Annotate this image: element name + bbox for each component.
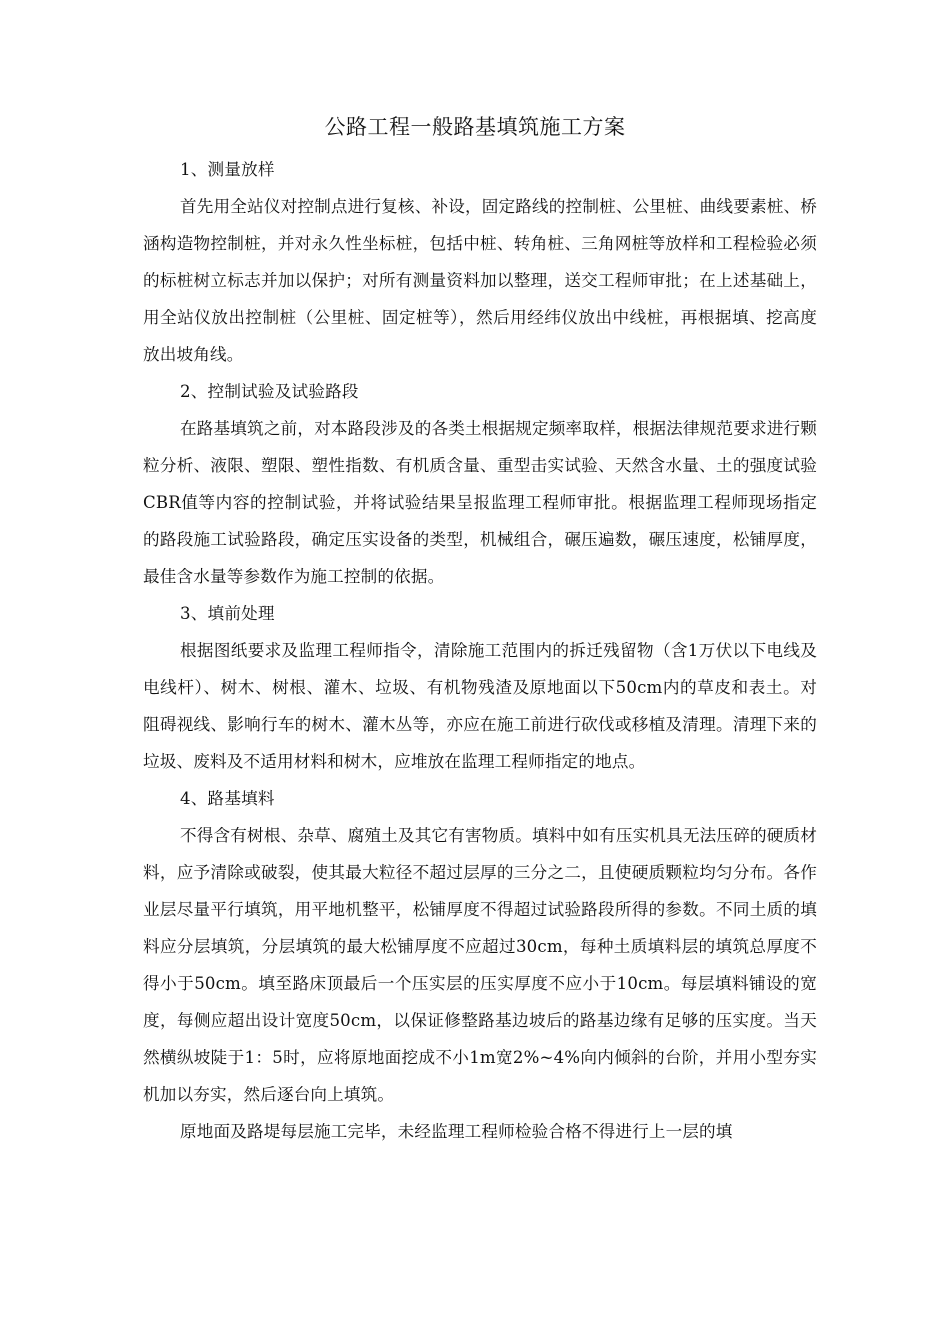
section-4-paragraph-2: 原地面及路堤每层施工完毕，未经监理工程师检验合格不得进行上一层的填 xyxy=(180,1122,733,1141)
section-4-paragraph-1: 不得含有树根、杂草、腐殖土及其它有害物质。填料中如有压实机具无法压碎的硬质材料，应予清除或破裂，使其最大粒径不超过层厚的三分之二，且使硬质颗粒均匀分布。各作业层尽量平行填筑，用平地机整平，松铺厚度不得超过试验路段所得的参数。不同土质的填料应分层填筑，分层填筑的最大松铺厚度不应超过30cm，每种土质填料层的填筑总厚度不得小于50cm。填至路床顶最后一个压实层的压实厚度不应小于10cm。每层填料铺设的宽度，每侧应超出设计宽度50cm，以保证修整路基边坡后的路基边缘有足够的压实度。当天然横纵坡陡于1：5时，应将原地面挖成不小1m宽2%~4%向内倾斜的台阶，并用小型夯实机加以夯实，然后逐台向上填筑。 xyxy=(143,826,817,1104)
document-body xyxy=(143,151,817,1150)
section-heading-3: 3、填前处理 xyxy=(180,604,275,623)
section-heading-4: 4、路基填料 xyxy=(180,789,275,808)
section-1-paragraph: 首先用全站仪对控制点进行复核、补设，固定路线的控制桩、公里桩、曲线要素桩、桥涵构造物控制桩，并对永久性坐标桩，包括中桩、转角桩、三角网桩等放样和工程检验必须的标桩树立标志并加以保护；对所有测量资料加以整理，送交工程师审批；在上述基础上，用全站仪放出控制桩（公里桩、固定桩等），然后用经纬仪放出中线桩，再根据填、挖高度放出坡角线。 xyxy=(143,197,817,364)
document-title: 公路工程一般路基填筑施工方案 xyxy=(324,115,626,139)
section-3-paragraph: 根据图纸要求及监理工程师指令，清除施工范围内的拆迁残留物（含1万伏以下电线及电线杆）、树木、树根、灌木、垃圾、有机物残渣及原地面以下50cm内的草皮和表土。对阻碍视线、影响行车的树木、灌木丛等，亦应在施工前进行砍伐或移植及清理。清理下来的垃圾、废料及不适用材料和树木，应堆放在监理工程师指定的地点。 xyxy=(143,641,817,771)
section-heading-1: 1、测量放样 xyxy=(180,160,275,179)
section-heading-2: 2、控制试验及试验路段 xyxy=(180,382,359,401)
section-2-paragraph: 在路基填筑之前，对本路段涉及的各类土根据规定频率取样，根据法律规范要求进行颗粒分析、液限、塑限、塑性指数、有机质含量、重型击实试验、天然含水量、土的强度试验CBR值等内容的控制试验，并将试验结果呈报监理工程师审批。根据监理工程师现场指定的路段施工试验路段，确定压实设备的类型，机械组合，碾压遍数，碾压速度，松铺厚度，最佳含水量等参数作为施工控制的依据。 xyxy=(143,419,817,586)
